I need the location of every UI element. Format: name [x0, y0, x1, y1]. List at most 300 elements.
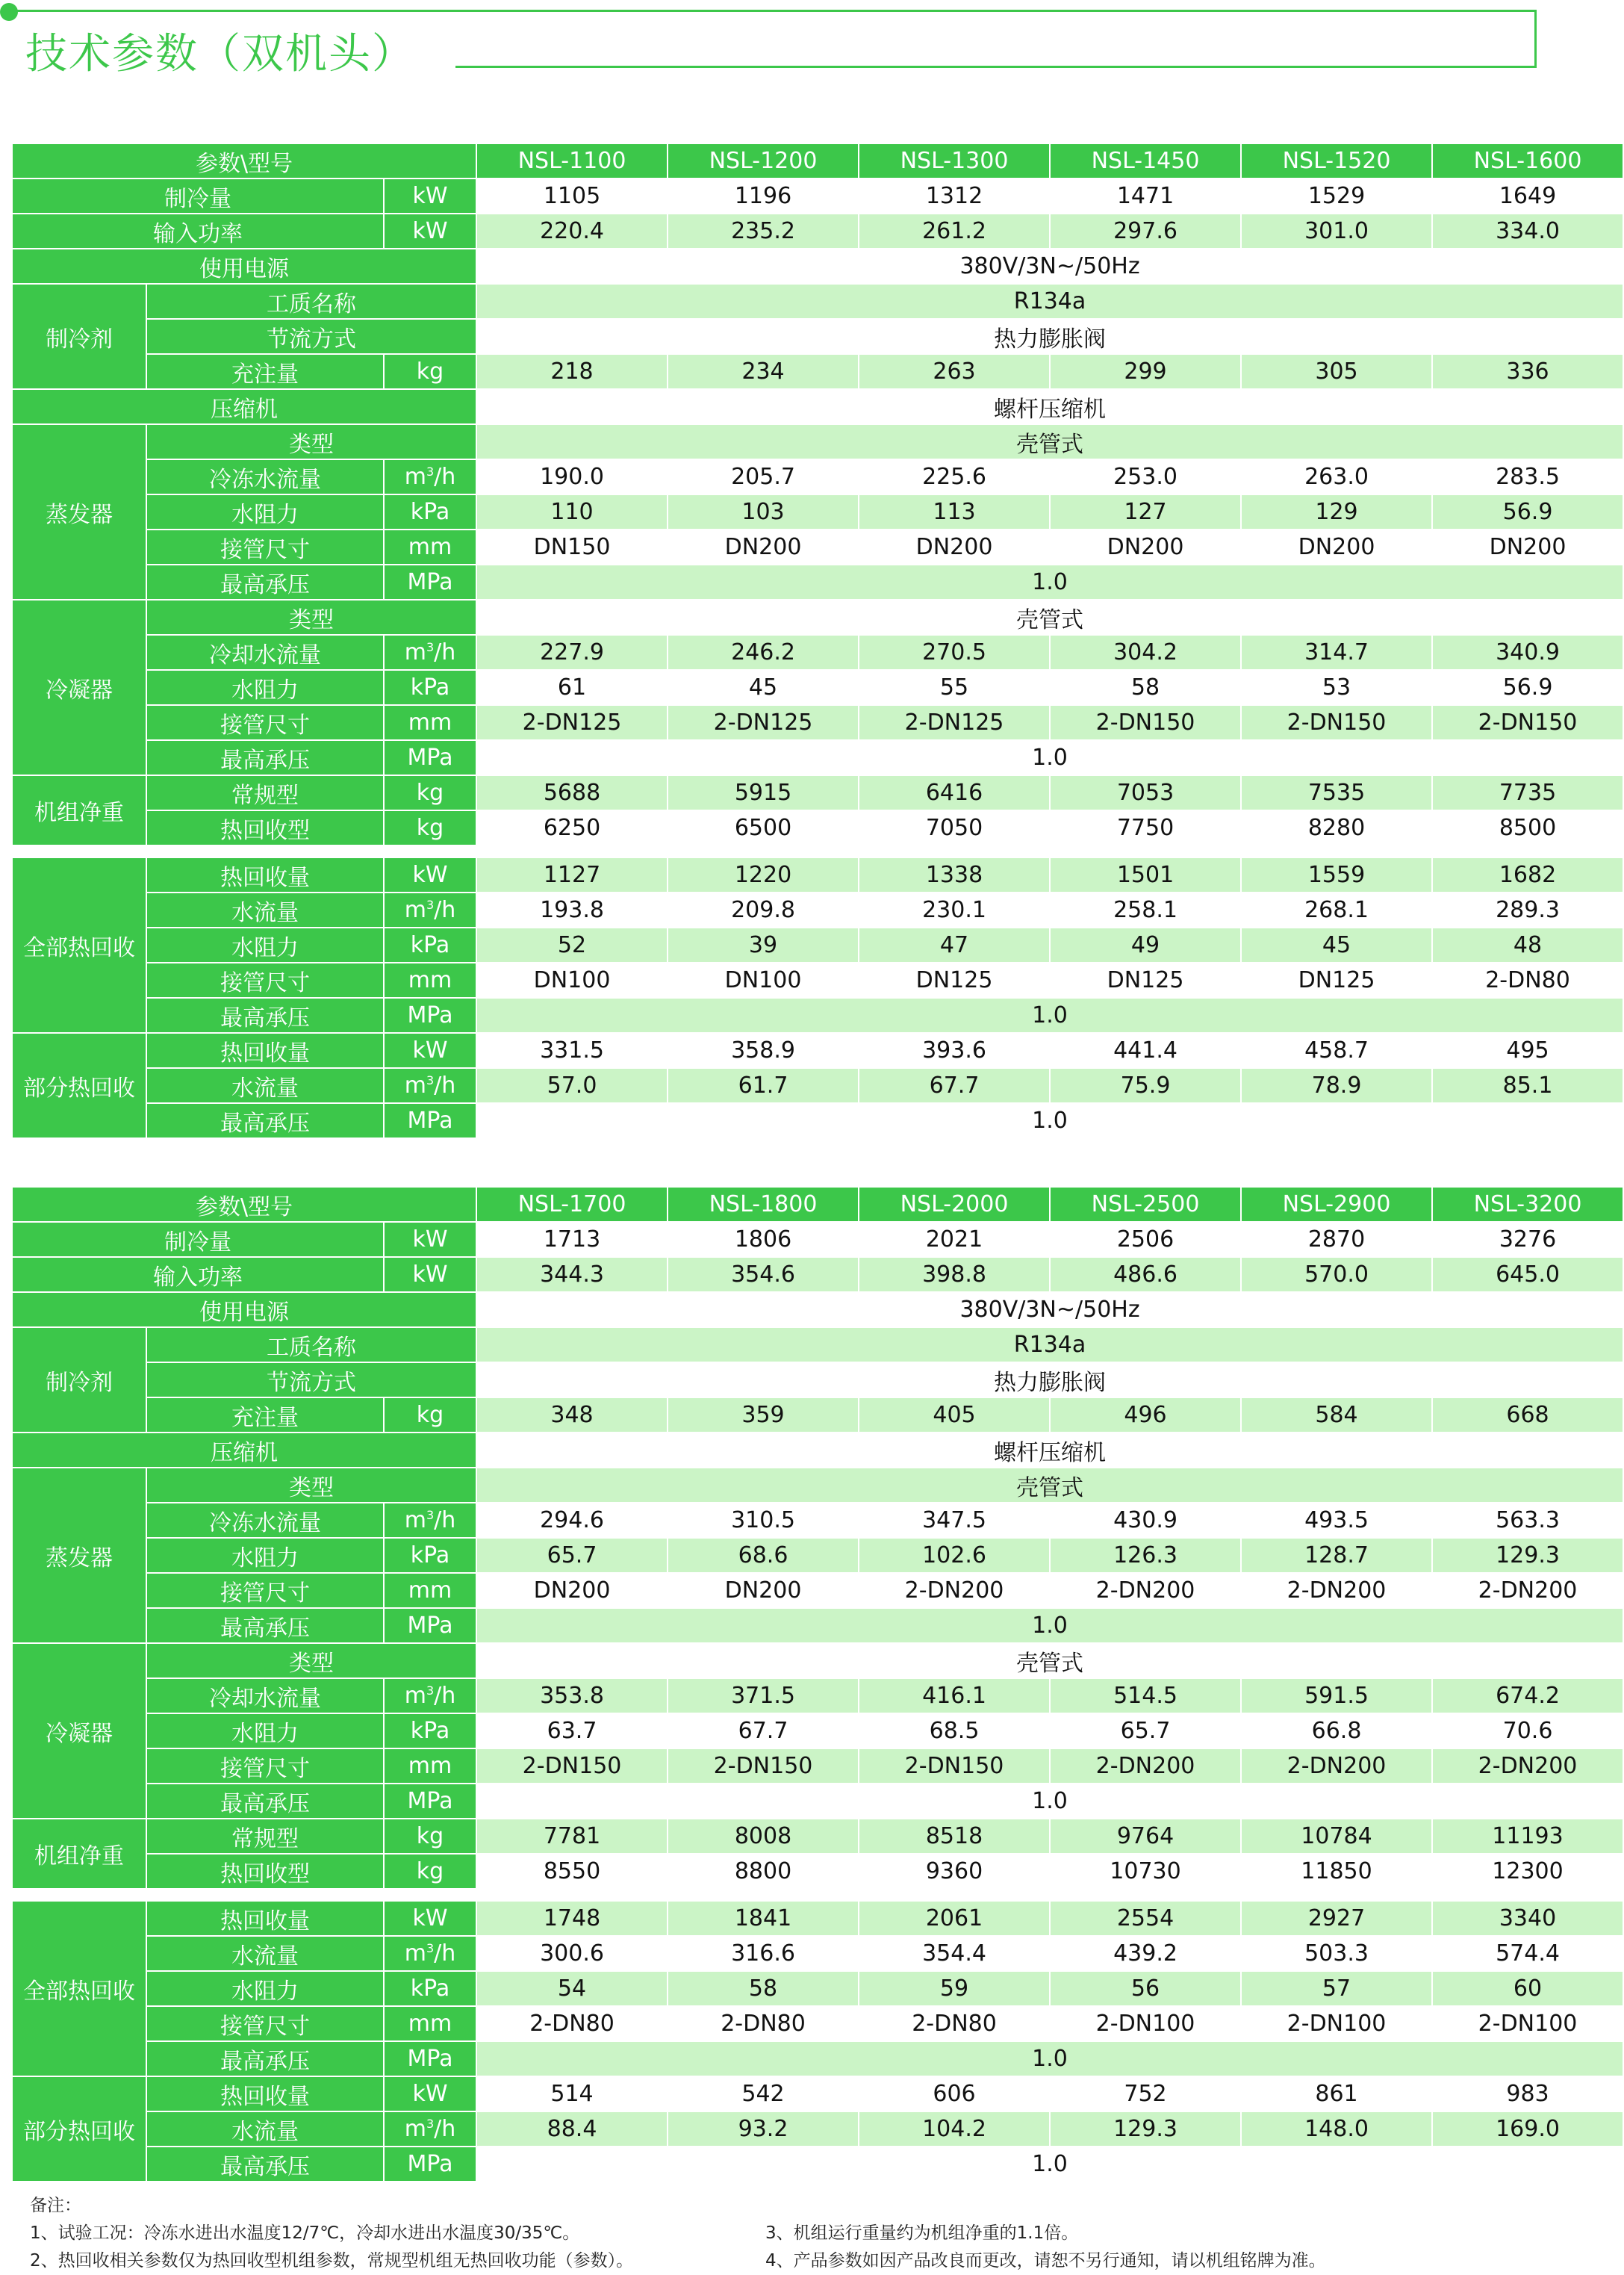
value-cell: 2506: [1050, 1222, 1241, 1257]
model-header: NSL-1450: [1050, 143, 1241, 179]
label-cell: 类型: [146, 424, 476, 459]
model-header: NSL-2900: [1241, 1187, 1432, 1222]
unit-sup: 3: [426, 1683, 435, 1698]
model-header: NSL-2000: [859, 1187, 1050, 1222]
shared-value-cell: 1.0: [476, 2041, 1623, 2076]
unit-m: m: [404, 1940, 426, 1967]
unit-cell: MPa: [384, 2041, 476, 2076]
shared-value-cell: 壳管式: [476, 1468, 1623, 1503]
shared-value-cell: 1.0: [476, 2147, 1623, 2182]
value-cell: DN200: [668, 530, 859, 565]
row-evap-flow: [12, 1503, 1623, 1538]
shared-value-cell: 1.0: [476, 1608, 1623, 1643]
value-cell: 2-DN150: [1241, 705, 1432, 740]
value-cell: 416.1: [859, 1678, 1050, 1713]
value-cell: 48: [1432, 928, 1623, 963]
model-header: NSL-1300: [859, 143, 1050, 179]
row-evap-resistance: [12, 494, 1623, 530]
model-header: NSL-1800: [668, 1187, 859, 1222]
value-cell: 126.3: [1050, 1538, 1241, 1573]
group-label: 部分热回收: [12, 1033, 146, 1138]
unit-cell: MPa: [384, 2147, 476, 2182]
value-cell: 2870: [1241, 1222, 1432, 1257]
row-cooling-capacity: [12, 1222, 1623, 1257]
value-cell: 1529: [1241, 179, 1432, 214]
model-header: NSL-1700: [476, 1187, 668, 1222]
title-rule-side: [1534, 10, 1537, 68]
unit-cell: kW: [384, 1901, 476, 1936]
value-cell: 347.5: [859, 1503, 1050, 1538]
value-cell: 6500: [668, 810, 859, 845]
label-cell: 节流方式: [146, 319, 476, 354]
unit-cell: MPa: [384, 998, 476, 1033]
value-cell: 85.1: [1432, 1068, 1623, 1103]
value-cell: 9360: [859, 1854, 1050, 1889]
unit-sup: 3: [426, 465, 435, 479]
label-cell: 最高承压: [146, 1103, 384, 1138]
value-cell: 61.7: [668, 1068, 859, 1103]
row-evap-pressure: [12, 565, 1623, 600]
row-cond-type: [12, 1643, 1623, 1678]
value-cell: 7735: [1432, 775, 1623, 810]
value-cell: 514.5: [1050, 1678, 1241, 1713]
unit-cell: [384, 1678, 476, 1713]
unit-sup: 3: [426, 2117, 435, 2131]
label-cell: 常规型: [146, 1819, 384, 1854]
value-cell: 563.3: [1432, 1503, 1623, 1538]
value-cell: 56: [1050, 1971, 1241, 2006]
label-cell: 水流量: [146, 893, 384, 928]
unit-m: m: [404, 1073, 426, 1099]
label-cell: 类型: [146, 600, 476, 635]
value-cell: 289.3: [1432, 893, 1623, 928]
unit-tail: /h: [434, 2116, 456, 2142]
value-cell: 2-DN80: [1432, 963, 1623, 998]
label-cell: 节流方式: [146, 1362, 476, 1397]
shared-value-cell: 1.0: [476, 740, 1623, 775]
value-cell: 234: [668, 354, 859, 389]
label-cell: 工质名称: [146, 284, 476, 319]
value-cell: 591.5: [1241, 1678, 1432, 1713]
label-cell: 冷却水流量: [146, 1678, 384, 1713]
value-cell: 348: [476, 1397, 668, 1433]
label-cell: 水阻力: [146, 1538, 384, 1573]
group-label: 蒸发器: [12, 1468, 146, 1643]
row-power-supply: [12, 1292, 1623, 1327]
value-cell: DN150: [476, 530, 668, 565]
label-cell: 工质名称: [146, 1327, 476, 1362]
value-cell: 493.5: [1241, 1503, 1432, 1538]
value-cell: 205.7: [668, 459, 859, 494]
value-cell: 486.6: [1050, 1257, 1241, 1292]
value-cell: 305: [1241, 354, 1432, 389]
unit-cell: mm: [384, 1573, 476, 1608]
group-label: 制冷剂: [12, 284, 146, 389]
value-cell: 1748: [476, 1901, 668, 1936]
value-cell: 65.7: [1050, 1713, 1241, 1748]
unit-cell: kg: [384, 354, 476, 389]
title-rule-top: [10, 10, 1537, 12]
value-cell: 1501: [1050, 857, 1241, 893]
row-weight-hr: [12, 1854, 1623, 1889]
unit-cell: kW: [384, 2076, 476, 2111]
label-cell: 最高承压: [146, 1608, 384, 1643]
label-cell: 水阻力: [146, 670, 384, 705]
row-full-hr-amount: [12, 1901, 1623, 1936]
unit-tail: /h: [434, 464, 456, 490]
row-partial-hr-pressure: [12, 2147, 1623, 2182]
row-full-hr-pipe: [12, 963, 1623, 998]
row-evap-flow: [12, 459, 1623, 494]
value-cell: 263: [859, 354, 1050, 389]
value-cell: 301.0: [1241, 214, 1432, 249]
unit-tail: /h: [434, 1073, 456, 1099]
row-charge: [12, 1397, 1623, 1433]
row-evap-type: [12, 424, 1623, 459]
value-cell: 1312: [859, 179, 1050, 214]
value-cell: 1471: [1050, 179, 1241, 214]
label-cell: 热回收型: [146, 810, 384, 845]
unit-cell: kg: [384, 1819, 476, 1854]
value-cell: 39: [668, 928, 859, 963]
value-cell: 2-DN200: [1050, 1573, 1241, 1608]
model-header: NSL-1520: [1241, 143, 1432, 179]
value-cell: 2927: [1241, 1901, 1432, 1936]
value-cell: 3276: [1432, 1222, 1623, 1257]
shared-value-cell: 1.0: [476, 1103, 1623, 1138]
label-cell: 类型: [146, 1643, 476, 1678]
value-cell: 2061: [859, 1901, 1050, 1936]
value-cell: 2-DN125: [476, 705, 668, 740]
row-full-hr-resistance: [12, 928, 1623, 963]
unit-tail: /h: [434, 639, 456, 665]
label-cell: 最高承压: [146, 2147, 384, 2182]
value-cell: 674.2: [1432, 1678, 1623, 1713]
value-cell: 54: [476, 1971, 668, 2006]
value-cell: 235.2: [668, 214, 859, 249]
shared-value-cell: 热力膨胀阀: [476, 319, 1623, 354]
value-cell: 430.9: [1050, 1503, 1241, 1538]
unit-cell: kW: [384, 1033, 476, 1068]
row-throttle: [12, 1362, 1623, 1397]
row-full-hr-pressure: [12, 2041, 1623, 2076]
shared-value-cell: R134a: [476, 284, 1623, 319]
value-cell: 7535: [1241, 775, 1432, 810]
value-cell: 300.6: [476, 1936, 668, 1971]
row-full-hr-pressure: [12, 998, 1623, 1033]
label-cell: 冷却水流量: [146, 635, 384, 670]
row-cooling-capacity: [12, 179, 1623, 214]
value-cell: 66.8: [1241, 1713, 1432, 1748]
value-cell: 128.7: [1241, 1538, 1432, 1573]
value-cell: 93.2: [668, 2111, 859, 2147]
value-cell: 294.6: [476, 1503, 668, 1538]
label-cell: 水阻力: [146, 928, 384, 963]
row-cond-pressure: [12, 740, 1623, 775]
value-cell: DN200: [668, 1573, 859, 1608]
unit-cell: kg: [384, 810, 476, 845]
label-cell: 制冷量: [12, 1222, 384, 1257]
value-cell: 2-DN200: [1050, 1748, 1241, 1784]
unit-cell: mm: [384, 530, 476, 565]
value-cell: 11193: [1432, 1819, 1623, 1854]
shared-value-cell: 热力膨胀阀: [476, 1362, 1623, 1397]
model-header: NSL-3200: [1432, 1187, 1623, 1222]
group-label: 全部热回收: [12, 857, 146, 1033]
unit-sup: 3: [426, 1073, 435, 1087]
value-cell: 253.0: [1050, 459, 1241, 494]
unit-cell: kPa: [384, 670, 476, 705]
value-cell: 268.1: [1241, 893, 1432, 928]
value-cell: DN200: [1432, 530, 1623, 565]
value-cell: 102.6: [859, 1538, 1050, 1573]
value-cell: 1806: [668, 1222, 859, 1257]
value-cell: 393.6: [859, 1033, 1050, 1068]
label-cell: 冷冻水流量: [146, 1503, 384, 1538]
shared-value-cell: 1.0: [476, 998, 1623, 1033]
value-cell: 2-DN150: [1050, 705, 1241, 740]
value-cell: 752: [1050, 2076, 1241, 2111]
value-cell: 3340: [1432, 1901, 1623, 1936]
value-cell: 129.3: [1050, 2111, 1241, 2147]
value-cell: 310.5: [668, 1503, 859, 1538]
unit-cell: kW: [384, 179, 476, 214]
row-charge: [12, 354, 1623, 389]
unit-cell: mm: [384, 705, 476, 740]
unit-cell: kW: [384, 214, 476, 249]
value-cell: 496: [1050, 1397, 1241, 1433]
note-item: 1、试验工况：冷冻水进出水温度12/7℃，冷却水进出水温度30/35℃。: [30, 2223, 580, 2243]
row-partial-hr-amount: [12, 1033, 1623, 1068]
label-cell: 热回收型: [146, 1854, 384, 1889]
value-cell: 1713: [476, 1222, 668, 1257]
label-cell: 制冷量: [12, 179, 384, 214]
value-cell: 209.8: [668, 893, 859, 928]
value-cell: 334.0: [1432, 214, 1623, 249]
value-cell: 354.4: [859, 1936, 1050, 1971]
value-cell: 2-DN100: [1432, 2006, 1623, 2041]
value-cell: 5688: [476, 775, 668, 810]
value-cell: 7781: [476, 1819, 668, 1854]
value-cell: 190.0: [476, 459, 668, 494]
row-cond-resistance: [12, 1713, 1623, 1748]
label-cell: 热回收量: [146, 1901, 384, 1936]
row-input-power: [12, 214, 1623, 249]
model-header: NSL-2500: [1050, 1187, 1241, 1222]
unit-cell: [384, 1068, 476, 1103]
label-cell: 接管尺寸: [146, 530, 384, 565]
value-cell: 1841: [668, 1901, 859, 1936]
shared-value-cell: 380V/3N~/50Hz: [476, 249, 1623, 284]
value-cell: 52: [476, 928, 668, 963]
value-cell: 2-DN200: [1241, 1573, 1432, 1608]
label-cell: 水流量: [146, 2111, 384, 2147]
value-cell: 65.7: [476, 1538, 668, 1573]
value-cell: 11850: [1241, 1854, 1432, 1889]
row-throttle: [12, 319, 1623, 354]
value-cell: 104.2: [859, 2111, 1050, 2147]
shared-value-cell: R134a: [476, 1327, 1623, 1362]
value-cell: 78.9: [1241, 1068, 1432, 1103]
value-cell: 2-DN125: [859, 705, 1050, 740]
value-cell: 983: [1432, 2076, 1623, 2111]
value-cell: 261.2: [859, 214, 1050, 249]
value-cell: 542: [668, 2076, 859, 2111]
label-cell: 充注量: [146, 354, 384, 389]
value-cell: 503.3: [1241, 1936, 1432, 1971]
value-cell: 7750: [1050, 810, 1241, 845]
value-cell: 1105: [476, 179, 668, 214]
shared-value-cell: 壳管式: [476, 600, 1623, 635]
unit-cell: [384, 635, 476, 670]
label-cell: 接管尺寸: [146, 2006, 384, 2041]
model-header: NSL-1200: [668, 143, 859, 179]
label-cell: 热回收量: [146, 2076, 384, 2111]
value-cell: 59: [859, 1971, 1050, 2006]
value-cell: 68.5: [859, 1713, 1050, 1748]
value-cell: 7053: [1050, 775, 1241, 810]
value-cell: 458.7: [1241, 1033, 1432, 1068]
row-full-hr-resistance: [12, 1971, 1623, 2006]
row-weight-regular: [12, 1819, 1623, 1854]
value-cell: 2-DN150: [1432, 705, 1623, 740]
unit-cell: mm: [384, 1748, 476, 1784]
note-item: 4、产品参数如因产品改良而更改，请恕不另行通知，请以机组铭牌为准。: [765, 2251, 1326, 2271]
value-cell: 1649: [1432, 179, 1623, 214]
value-cell: 645.0: [1432, 1257, 1623, 1292]
unit-m: m: [404, 897, 426, 923]
group-label: 部分热回收: [12, 2076, 146, 2182]
row-cond-flow: [12, 635, 1623, 670]
unit-cell: MPa: [384, 1103, 476, 1138]
group-label: 机组净重: [12, 1819, 146, 1889]
value-cell: 2-DN100: [1050, 2006, 1241, 2041]
value-cell: 258.1: [1050, 893, 1241, 928]
value-cell: 270.5: [859, 635, 1050, 670]
unit-cell: kPa: [384, 928, 476, 963]
value-cell: 246.2: [668, 635, 859, 670]
row-full-hr-flow: [12, 1936, 1623, 1971]
row-partial-hr-pressure: [12, 1103, 1623, 1138]
value-cell: 398.8: [859, 1257, 1050, 1292]
value-cell: 1338: [859, 857, 1050, 893]
unit-sup: 3: [426, 898, 435, 912]
table-spacer: [12, 1889, 1623, 1901]
unit-cell: kPa: [384, 1538, 476, 1573]
label-cell: 水阻力: [146, 1971, 384, 2006]
label-cell: 热回收量: [146, 857, 384, 893]
unit-m: m: [404, 464, 426, 490]
value-cell: 8550: [476, 1854, 668, 1889]
value-cell: 299: [1050, 354, 1241, 389]
value-cell: 1196: [668, 179, 859, 214]
value-cell: 9764: [1050, 1819, 1241, 1854]
group-label: 全部热回收: [12, 1901, 146, 2076]
value-cell: 344.3: [476, 1257, 668, 1292]
notes-heading: 备注：: [30, 2196, 81, 2215]
param-model-header: 参数\型号: [12, 143, 476, 179]
row-cond-type: [12, 600, 1623, 635]
unit-cell: MPa: [384, 1784, 476, 1819]
row-cond-flow: [12, 1678, 1623, 1713]
value-cell: 129: [1241, 494, 1432, 530]
unit-m: m: [404, 1683, 426, 1709]
row-full-hr-flow: [12, 893, 1623, 928]
value-cell: 314.7: [1241, 635, 1432, 670]
value-cell: 75.9: [1050, 1068, 1241, 1103]
value-cell: 1682: [1432, 857, 1623, 893]
value-cell: 263.0: [1241, 459, 1432, 494]
row-evap-resistance: [12, 1538, 1623, 1573]
value-cell: 441.4: [1050, 1033, 1241, 1068]
value-cell: 7050: [859, 810, 1050, 845]
label-cell: 最高承压: [146, 1784, 384, 1819]
value-cell: 2-DN150: [859, 1748, 1050, 1784]
value-cell: 439.2: [1050, 1936, 1241, 1971]
shared-value-cell: 1.0: [476, 1784, 1623, 1819]
value-cell: 49: [1050, 928, 1241, 963]
value-cell: DN125: [1241, 963, 1432, 998]
note-item: 2、热回收相关参数仅为热回收型机组参数，常规型机组无热回收功能（参数）。: [30, 2251, 634, 2271]
unit-cell: MPa: [384, 565, 476, 600]
label-cell: 最高承压: [146, 740, 384, 775]
value-cell: 1220: [668, 857, 859, 893]
shared-value-cell: 壳管式: [476, 1643, 1623, 1678]
notes: [30, 2192, 1501, 2275]
label-cell: 使用电源: [12, 249, 476, 284]
group-label: 冷凝器: [12, 1643, 146, 1819]
unit-tail: /h: [434, 1683, 456, 1709]
label-cell: 最高承压: [146, 998, 384, 1033]
value-cell: 6416: [859, 775, 1050, 810]
page-title: 技术参数（双机头）: [25, 30, 415, 78]
row-medium-name: [12, 284, 1623, 319]
value-cell: 514: [476, 2076, 668, 2111]
header-row: [12, 143, 1623, 179]
row-input-power: [12, 1257, 1623, 1292]
value-cell: 2021: [859, 1222, 1050, 1257]
shared-value-cell: 壳管式: [476, 424, 1623, 459]
value-cell: 1559: [1241, 857, 1432, 893]
label-cell: 热回收量: [146, 1033, 384, 1068]
row-full-hr-amount: [12, 857, 1623, 893]
value-cell: 304.2: [1050, 635, 1241, 670]
value-cell: 371.5: [668, 1678, 859, 1713]
row-compressor: [12, 389, 1623, 424]
value-cell: 70.6: [1432, 1713, 1623, 1748]
row-cond-resistance: [12, 670, 1623, 705]
unit-tail: /h: [434, 1940, 456, 1967]
value-cell: 2-DN200: [859, 1573, 1050, 1608]
value-cell: 10784: [1241, 1819, 1432, 1854]
unit-cell: kPa: [384, 1713, 476, 1748]
row-compressor: [12, 1433, 1623, 1468]
value-cell: 495: [1432, 1033, 1623, 1068]
value-cell: 63.7: [476, 1713, 668, 1748]
value-cell: 220.4: [476, 214, 668, 249]
value-cell: 861: [1241, 2076, 1432, 2111]
note-item: 3、机组运行重量约为机组净重的1.1倍。: [765, 2223, 1079, 2243]
value-cell: 2-DN80: [668, 2006, 859, 2041]
label-cell: 接管尺寸: [146, 1573, 384, 1608]
value-cell: 354.6: [668, 1257, 859, 1292]
group-label: 冷凝器: [12, 600, 146, 775]
value-cell: 56.9: [1432, 494, 1623, 530]
value-cell: 584: [1241, 1397, 1432, 1433]
row-partial-hr-flow: [12, 1068, 1623, 1103]
value-cell: 169.0: [1432, 2111, 1623, 2147]
unit-cell: MPa: [384, 1608, 476, 1643]
